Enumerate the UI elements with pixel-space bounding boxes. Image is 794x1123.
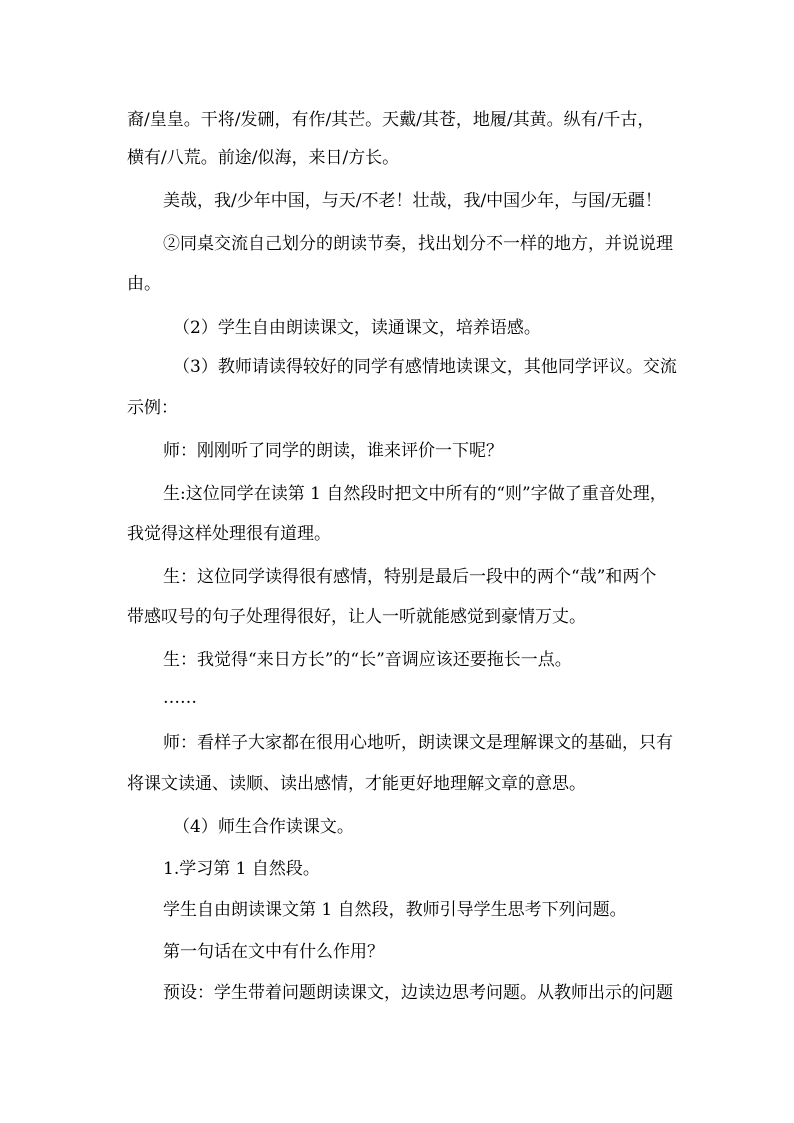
paragraph-line: 1.学习第 1 自然段。 <box>163 859 320 879</box>
paragraph-line: （2）学生自由朗读课文，读通课文，培养语感。 <box>173 318 541 338</box>
paragraph-line: 示例： <box>127 398 178 418</box>
paragraph-line: 将课文读通、读顺、读出感情，才能更好地理解文章的意思。 <box>127 774 586 794</box>
paragraph-line: 美哉，我/少年中国，与天/不老！壮哉，我/中国少年，与国/无疆！ <box>163 191 662 211</box>
paragraph-line: 生：这位同学读得很有感情，特别是最后一段中的两个“哉”和两个 <box>163 567 657 587</box>
paragraph-line: 师：刚刚听了同学的朗读，谁来评价一下呢？ <box>163 441 503 461</box>
paragraph-line: 预设：学生带着问题朗读课文，边读边思考问题。从教师出示的问题 <box>163 983 673 1003</box>
paragraph-line: 生:这位同学在读第 1 自然段时把文中所有的“则”字做了重音处理， <box>163 484 667 504</box>
paragraph-line: 由。 <box>127 274 161 294</box>
paragraph-line: 带感叹号的句子处理得很好，让人一听就能感觉到豪情万丈。 <box>127 607 586 627</box>
paragraph-line: 师：看样子大家都在很用心地听，朗读课文是理解课文的基础，只有 <box>163 733 673 753</box>
paragraph-line: （4）师生合作读课文。 <box>173 817 354 837</box>
paragraph-line: （3）教师请读得较好的同学有感情地读课文，其他同学评议。交流 <box>173 357 677 377</box>
paragraph-line: 裔/皇皇。干将/发硎，有作/其芒。天戴/其苍，地履/其黄。纵有/千古， <box>127 110 655 130</box>
ellipsis-line: …… <box>163 688 197 708</box>
paragraph-line: 生：我觉得“来日方长”的“长”音调应该还要拖长一点。 <box>163 650 572 670</box>
paragraph-line: 第一句话在文中有什么作用？ <box>163 942 384 962</box>
paragraph-line: 学生自由朗读课文第 1 自然段，教师引导学生思考下列问题。 <box>163 900 627 920</box>
paragraph-line: 我觉得这样处理很有道理。 <box>127 524 331 544</box>
paragraph-line: ②同桌交流自己划分的朗读节奏，找出划分不一样的地方，并说说理 <box>163 234 673 254</box>
paragraph-line: 横有/八荒。前途/似海，来日/方长。 <box>127 148 400 168</box>
